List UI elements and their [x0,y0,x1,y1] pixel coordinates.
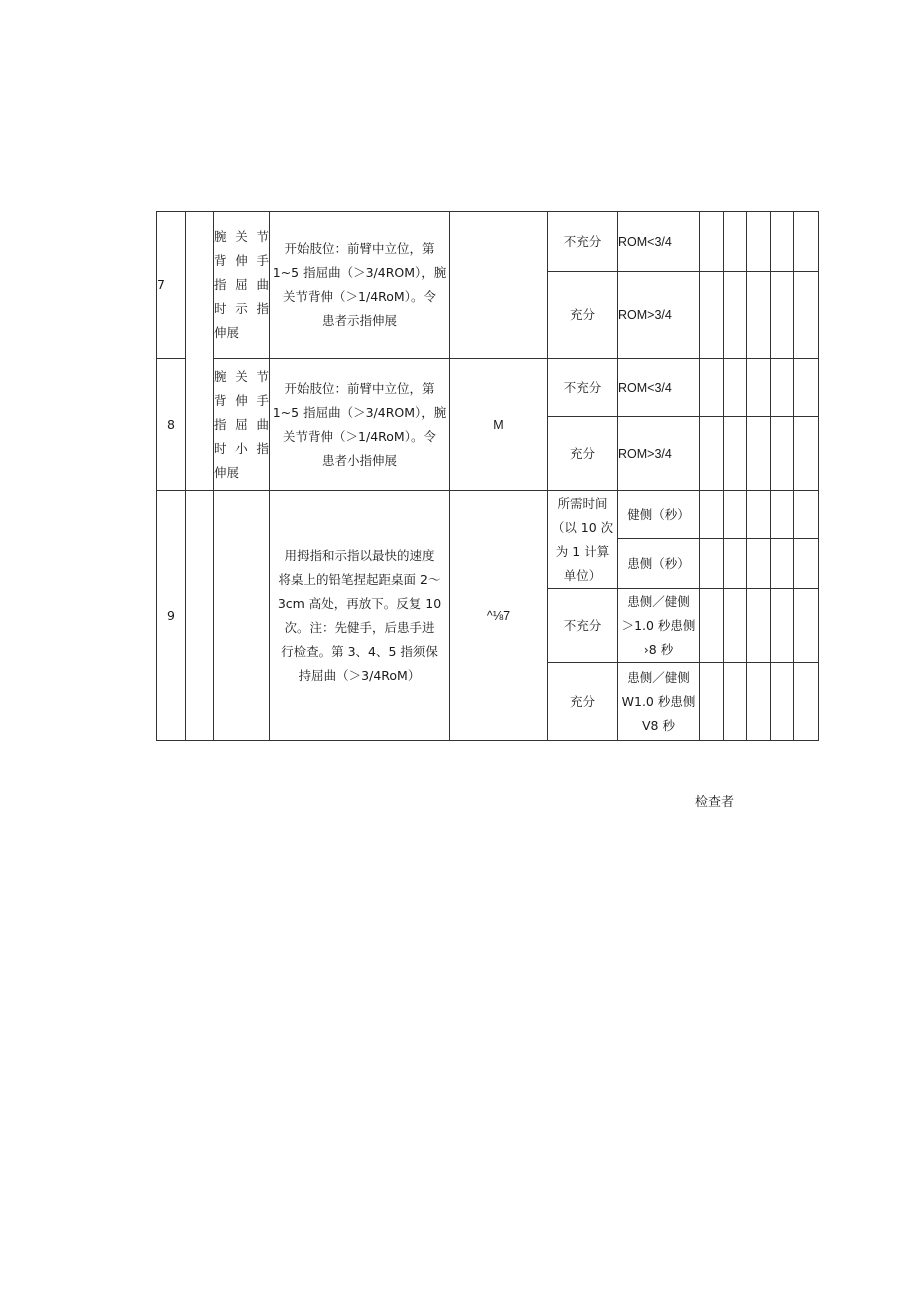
criterion-line: V8 秒 [642,717,675,733]
desc-line: 3cm 高处，再放下。反复 10 [277,595,442,611]
desc-line: 将桌上的铅笔捏起距桌面 2～ [278,571,441,587]
action-line: 伸展 [214,325,240,340]
score-cell [747,417,771,491]
score-cell [747,272,771,359]
score-cell [724,539,747,589]
group-cell [186,212,214,491]
table-row [157,491,819,539]
score-cell [771,359,794,417]
desc-line: 1~5 指屈曲（＞3/4ROM），腕 [272,404,447,420]
item-number: 7 [157,212,186,359]
score-cell [771,539,794,589]
action-line: 指 屈 曲 [214,416,269,432]
score-cell [794,359,819,417]
grade-label: 充分 [548,663,618,741]
figure-cell [450,212,548,359]
score-cell [724,663,747,741]
item-number: 9 [157,491,186,741]
score-cell [724,491,747,539]
score-cell [700,359,724,417]
score-cell [724,359,747,417]
desc-line: 1~5 指屈曲（＞3/4ROM），腕 [272,265,447,280]
action-line: 伸展 [214,464,240,480]
grade-label: 不充分 [548,359,618,417]
score-cell [700,663,724,741]
score-cell [771,417,794,491]
action-cell [214,212,270,359]
score-cell [794,663,819,741]
figure-cell: ^⅛7 [450,491,548,741]
grade-criterion [618,589,700,663]
grade-label: 充分 [548,272,618,359]
score-cell [700,272,724,359]
desc-line: 用拇指和示指以最快的速度 [284,547,435,563]
checker-label: 检查者 [695,795,735,810]
score-cell [724,417,747,491]
time-label-line: 单位） [563,567,602,583]
score-cell [700,491,724,539]
grade-label: 不充分 [548,212,618,272]
test-description-cell [270,491,450,741]
criterion-line: 患侧／健侧 [627,593,690,609]
action-line: 时 小 指 [214,440,269,456]
time-item: 健侧（秒） [618,491,700,539]
action-cell [214,359,270,491]
criterion-line: ＞1.0 秒患侧 [621,617,696,633]
assessment-table [156,211,819,741]
score-cell [724,272,747,359]
desc-line: 次。注：先健手，后患手进 [284,619,435,635]
action-line: 腕 关 节 [214,229,269,244]
action-cell [214,491,270,741]
time-label-cell [548,491,618,589]
figure-cell: M [450,359,548,491]
desc-line: 持屈曲（＞3/4RoM） [298,667,421,683]
table-row [157,359,819,417]
desc-line: 患者小指伸展 [321,452,397,468]
start-position-cell [270,359,450,491]
score-cell [794,589,819,663]
desc-line: 关节背伸（＞1/4RoM）。令 [283,289,436,304]
grade-criterion: ROM<3/4 [618,212,700,272]
score-cell [747,359,771,417]
score-cell [700,212,724,272]
action-line: 指 屈 曲 [214,277,269,292]
score-cell [747,589,771,663]
desc-line: 行检查。第 3、4、5 指须保 [281,643,438,659]
start-position-cell [270,212,450,359]
criterion-line: ›8 秒 [643,641,674,657]
time-item: 患侧（秒） [618,539,700,589]
group-cell [186,491,214,741]
grade-criterion: ROM>3/4 [618,417,700,491]
score-cell [771,272,794,359]
score-cell [747,663,771,741]
action-line: 背 伸 手 [214,253,269,268]
time-label-line: （以 10 次 [551,519,614,535]
time-label-line: 为 1 计算 [555,543,610,559]
desc-line: 开始肢位：前臂中立位，第 [284,241,435,256]
score-cell [794,212,819,272]
criterion-line: 患侧／健侧 [627,669,690,685]
action-line: 时 示 指 [214,301,269,316]
table-row [157,212,819,272]
criterion-line: W1.0 秒患侧 [621,693,696,709]
score-cell [794,417,819,491]
score-cell [700,589,724,663]
item-number: 8 [157,359,186,491]
score-cell [771,589,794,663]
score-cell [747,212,771,272]
score-cell [700,417,724,491]
score-cell [794,491,819,539]
score-cell [724,212,747,272]
score-cell [794,272,819,359]
score-cell [747,491,771,539]
grade-criterion: ROM>3/4 [618,272,700,359]
grade-criterion [618,663,700,741]
grade-label: 不充分 [548,589,618,663]
time-label-line: 所需时间 [557,495,608,511]
score-cell [794,539,819,589]
score-cell [747,539,771,589]
score-cell [771,663,794,741]
action-line: 背 伸 手 [214,392,269,408]
score-cell [771,212,794,272]
action-line: 腕 关 节 [214,368,269,384]
desc-line: 开始肢位：前臂中立位，第 [284,380,435,396]
grade-label: 充分 [548,417,618,491]
score-cell [771,491,794,539]
grade-criterion: ROM<3/4 [618,359,700,417]
desc-line: 患者示指伸展 [321,313,397,328]
desc-line: 关节背伸（＞1/4RoM）。令 [283,428,436,444]
score-cell [724,589,747,663]
score-cell [700,539,724,589]
